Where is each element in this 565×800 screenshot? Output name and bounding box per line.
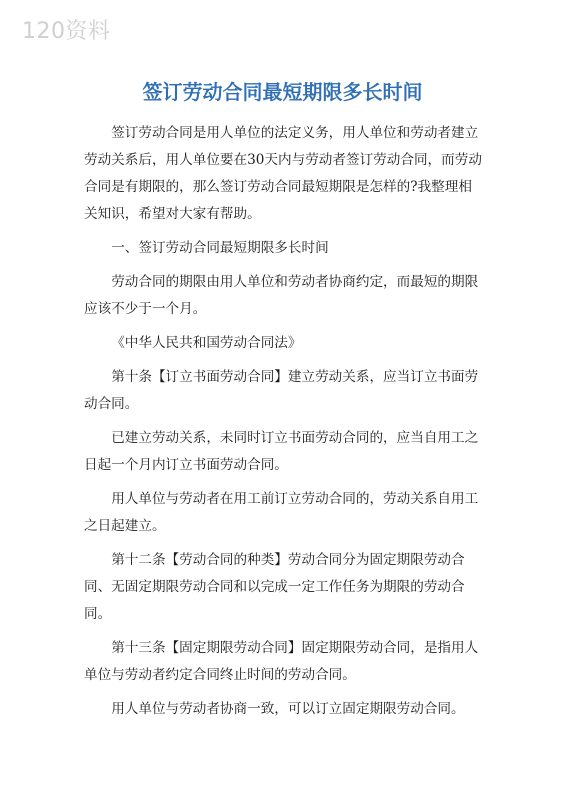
article-12: 第十二条【劳动合同的种类】劳动合同分为固定期限劳动合同、无固定期限劳动合同和以完成一定工作任务为期限的劳动合同。 xyxy=(84,552,465,622)
document-body xyxy=(84,120,484,730)
watermark-logo: 120资料 xyxy=(22,19,111,44)
paragraph: 用人单位与劳动者协商一致，可以订立固定期限劳动合同。 xyxy=(111,701,465,717)
law-title: 《中华人民共和国劳动合同法》 xyxy=(111,335,302,351)
paragraph: 用人单位与劳动者在用工前订立劳动合同的，劳动关系自用工之日起建立。 xyxy=(84,491,479,534)
paragraph: 劳动合同的期限由用人单位和劳动者协商约定，而最短的期限应该不少于一个月。 xyxy=(84,274,479,317)
article-13: 第十三条【固定期限劳动合同】固定期限劳动合同，是指用人单位与劳动者约定合同终止时间的劳动合同。 xyxy=(84,640,479,683)
paragraph-intro: 签订劳动合同是用人单位的法定义务，用人单位和劳动者建立劳动关系后，用人单位要在30天内与劳动者签订劳动合同，而劳动合同是有期限的，那么签订劳动合同最短期限是怎样的?我整理相关知识，希望对大家有帮助。 xyxy=(84,125,482,222)
document-title: 签订劳动合同最短期限多长时间 xyxy=(142,80,423,104)
paragraph: 已建立劳动关系，未同时订立书面劳动合同的，应当自用工之日起一个月内订立书面劳动合同。 xyxy=(84,430,479,473)
article-10: 第十条【订立书面劳动合同】建立劳动关系，应当订立书面劳动合同。 xyxy=(84,369,479,412)
section-heading: 一、签订劳动合同最短期限多长时间 xyxy=(111,240,329,256)
